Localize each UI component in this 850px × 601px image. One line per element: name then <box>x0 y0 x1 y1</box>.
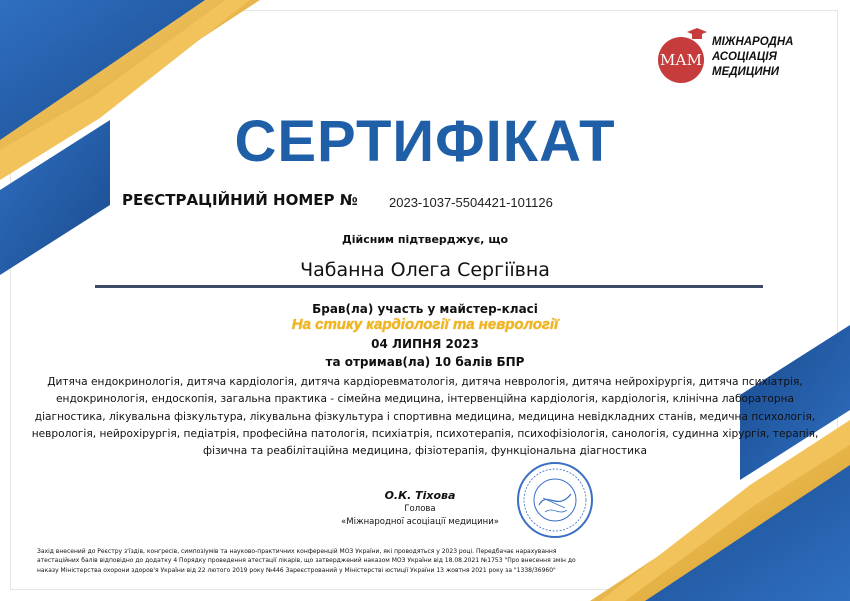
legal-footnote <box>37 547 607 575</box>
logo-name-line: АСОЦІАЦІЯ <box>712 51 777 63</box>
event-title: На стику кардіології та неврології <box>291 316 559 333</box>
logo-badge: МАМ <box>658 37 704 83</box>
signer-name: О.К. Тіхова <box>384 489 456 502</box>
specialties-list <box>30 374 820 460</box>
logo-name-line: МІЖНАРОДНА <box>712 36 794 48</box>
footnote-line: наказу Міністерства охорони здоров'я України від 22 лютого 2019 року №446 Зареєстрований у Міністерстві юстиції України 13 жовтня 2021 року за "1338/36960" <box>37 566 556 574</box>
association-logo <box>658 27 828 89</box>
points-text: та отримав(ла) 10 балів БПР <box>325 355 525 369</box>
specialties-line: ендокринологія, ендоскопія, загальна практика - сімейна медицина, інтервенційна кардіологія, кардіологія, клінічна лабораторна <box>56 393 794 406</box>
registration-number: 2023-1037-5504421-101126 <box>389 195 553 210</box>
registration-label: РЕЄСТРАЦІЙНИЙ НОМЕР № <box>122 191 358 209</box>
logo-name <box>712 35 832 80</box>
participation-text: Брав(ла) участь у майстер-класі <box>312 302 538 316</box>
certificate-title: СЕРТИФІКАТ <box>234 109 616 174</box>
footnote-line: атестаційних балів відповідно до додатку 4 Порядку проведення атестації лікарів, що затверджений наказом МОЗ України від 18.08.2021 №1753 "Про внесення змін до <box>37 557 576 565</box>
signer-organization: «Міжнародної асоціації медицини» <box>341 517 499 527</box>
recipient-name: Чабанна Олега Сергіївна <box>300 259 550 281</box>
event-date: 04 ЛИПНЯ 2023 <box>371 337 479 351</box>
specialties-line: фізична та реабілітаційна медицина, фізіотерапія, функціональна діагностика <box>203 445 647 458</box>
official-stamp <box>515 460 595 540</box>
specialties-line: діагностика, лікувальна фізкультура, лікувальна фізкультура і спортивна медицина, медицина невідкладних станів, медична психологія, <box>34 410 816 423</box>
specialties-line: неврологія, нейрохірургія, педіатрія, професійна патологія, психіатрія, психотерапія, психофізіологія, санологія, судинна хірургія, терапія, <box>31 427 819 440</box>
logo-name-line: МЕДИЦИНИ <box>712 66 780 78</box>
name-underline <box>95 285 763 288</box>
signer-role: Голова <box>404 504 436 514</box>
specialties-line: Дитяча ендокринологія, дитяча кардіологія, дитяча кардіоревматологія, дитяча неврологія, дитяча нейрохірургія, дитяча психіатрія, <box>47 376 803 388</box>
footnote-line: Захід внесений до Реєстру з'їздів, конгресів, симпозіумів та науково-практичних конференцій МОЗ України, які проводяться у 2023 році. Передбачає нарахування <box>37 548 557 555</box>
confirm-text: Дійсним підтверджує, що <box>341 233 509 246</box>
